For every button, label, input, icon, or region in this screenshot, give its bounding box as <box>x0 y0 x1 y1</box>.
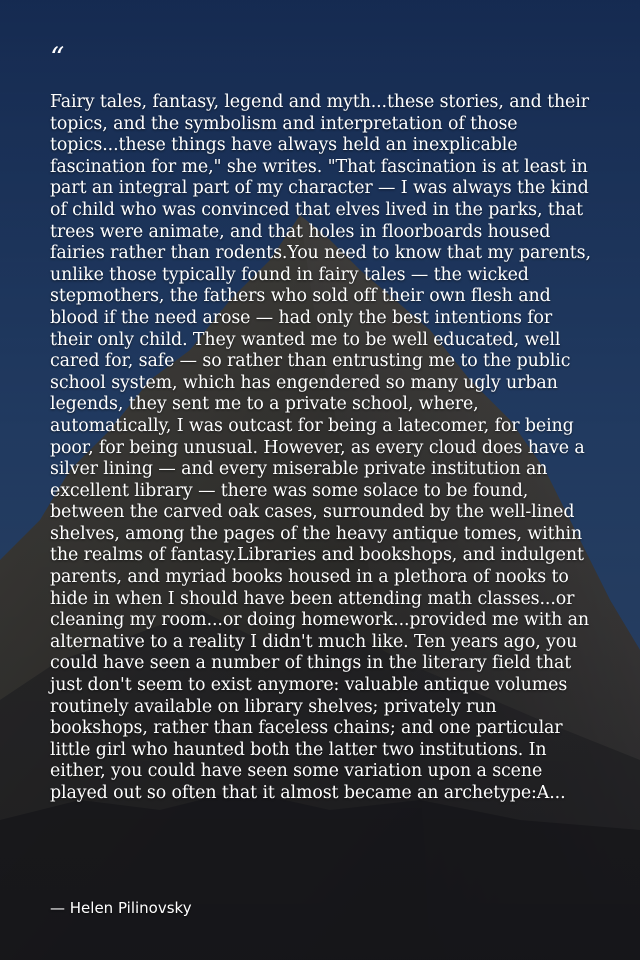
quote-mark-icon: “ <box>50 41 65 74</box>
quote-text: Fairy tales, fantasy, legend and myth...these stories, and their topics, and the symbolism and interpretation of those topics...these things have always held an inexplicable fascination for me," she writes. "That fascination is at least in part an integral part of my character — I was always the kind of child who was convinced that elves lived in the parks, that trees were animate, and that holes in floorboards housed fairies rather than rodents.You need to know that my parents, unlike those typically found in fairy tales — the wicked stepmothers, the fathers who sold off their own flesh and blood if the need arose — had only the best intentions for their only child. They wanted me to be well educated, well cared for, safe — so rather than entrusting me to the public school system, which has engendered so many ugly urban legends, they sent me to a private school, where, automatically, I was outcast for being a latecomer, for being poor, for being unusual. However, as every cloud does have a silver lining — and every miserable private institution an excellent library — there was some solace to be found, between the carved oak cases, surrounded by the well-lined shelves, among the pages of the heavy antique tomes, within the realms of fantasy.Libraries and bookshops, and indulgent parents, and myriad books housed in a plethora of nooks to hide in when I should have been attending math classes...or cleaning my room...or doing homework...provided me with an alternative to a reality I didn't much like. Ten years ago, you could have seen a number of things in the literary field that just don't seem to exist anymore: valuable antique volumes routinely available on library shelves; privately run bookshops, rather than faceless chains; and one particular little girl who haunted both the latter two institutions. In either, you could have seen some variation upon a scene played out so often that it almost became an archetype:A... <box>50 92 591 803</box>
quote-attribution: — Helen Pilinovsky <box>50 899 192 917</box>
